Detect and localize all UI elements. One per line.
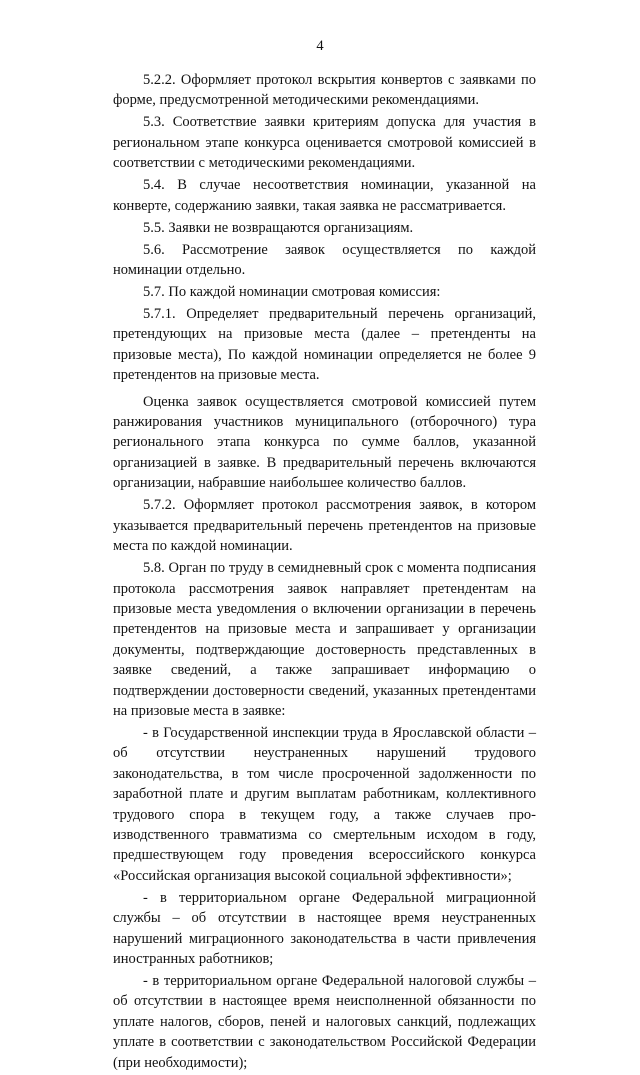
- paragraph-5-8: 5.8. Орган по труду в семидневный срок с момента подписания протокола рассмотрения заявок направляет претендентам на призовые места уведомления о включении организации в перечень претендентов на призовые места и запрашивает у организации документы, подтверждающие достоверность представленных в заявке сведений, а также запрашивает информацию о подтверждении достоверности сведений, указанных претендентами на призовые места в заявке:: [113, 560, 536, 719]
- paragraph-5-6: 5.6. Рассмотрение заявок осуществляется по каждой номинации отдельно.: [113, 241, 536, 279]
- paragraph-5-2-2: 5.2.2. Оформляет протокол вскрытия конвертов с заявками по форме, предусмотренной методическими рекомендациями.: [113, 72, 536, 109]
- document-body: [113, 70, 536, 1075]
- paragraph-5-7: 5.7. По каждой номинации смотровая комиссия:: [143, 284, 441, 301]
- paragraph-5-7-2: 5.7.2. Оформляет протокол рассмотрения заявок, в котором указывается предварительный перечень претендентов на призовые места по каждой номинации.: [113, 497, 536, 555]
- paragraph-evaluation: Оценка заявок осуществляется смотровой комиссией путем ранжирования участников муниципального (отборочного) тура регионального этапа конкурса по сумме баллов, указанной организацией в заявке. В предварительный перечень включаются организации, набравшие наибольшее количество баллов.: [113, 393, 536, 492]
- paragraph-5-7-1: 5.7.1. Определяет предварительный перечень организаций, претендующих на призовые места (далее – претенденты на призовые места), По каждой номинации определяется не более 9 претендентов на призовые места.: [113, 306, 536, 384]
- paragraph-5-5: 5.5. Заявки не возвращаются организациям.: [143, 219, 414, 236]
- page-number: 4: [316, 38, 324, 54]
- list-item-labor-inspection: - в Государственной инспекции труда в Ярославской области – об отсутствии неустраненных нарушений трудового законодательства, в том числе просроченной задолженности по заработной плате и другим выплатам работникам, коллективного трудового спора в текущем году, а также случаев производственного травматизма со смертельным исходом в году, предшествующем году проведения всероссийского конкурса «Российская организация высокой социальной эффективности»;: [113, 724, 536, 884]
- list-item-tax-service: - в территориальном органе Федеральной налоговой службы – об отсутствии в настоящее время неисполненной обязанности по уплате налогов, сборов, пеней и налоговых санкций, подлежащих уплате в соответствии с законодательством Российской Федерации (при необходимости);: [113, 973, 536, 1071]
- paragraph-5-3: 5.3. Соответствие заявки критериям допуска для участия в региональном этапе конкурса оценивается смотровой комиссией в соответствии с методическими рекомендациями.: [113, 114, 536, 172]
- paragraph-5-4: 5.4. В случае несоответствия номинации, указанной на конверте, содержанию заявки, такая заявка не рассматривается.: [113, 177, 536, 214]
- list-item-migration-service: - в территориальном органе Федеральной миграционной службы – об отсутствии в настоящее время неустраненных нарушений миграционного законодательства в части привлечения иностранных работников;: [113, 889, 536, 967]
